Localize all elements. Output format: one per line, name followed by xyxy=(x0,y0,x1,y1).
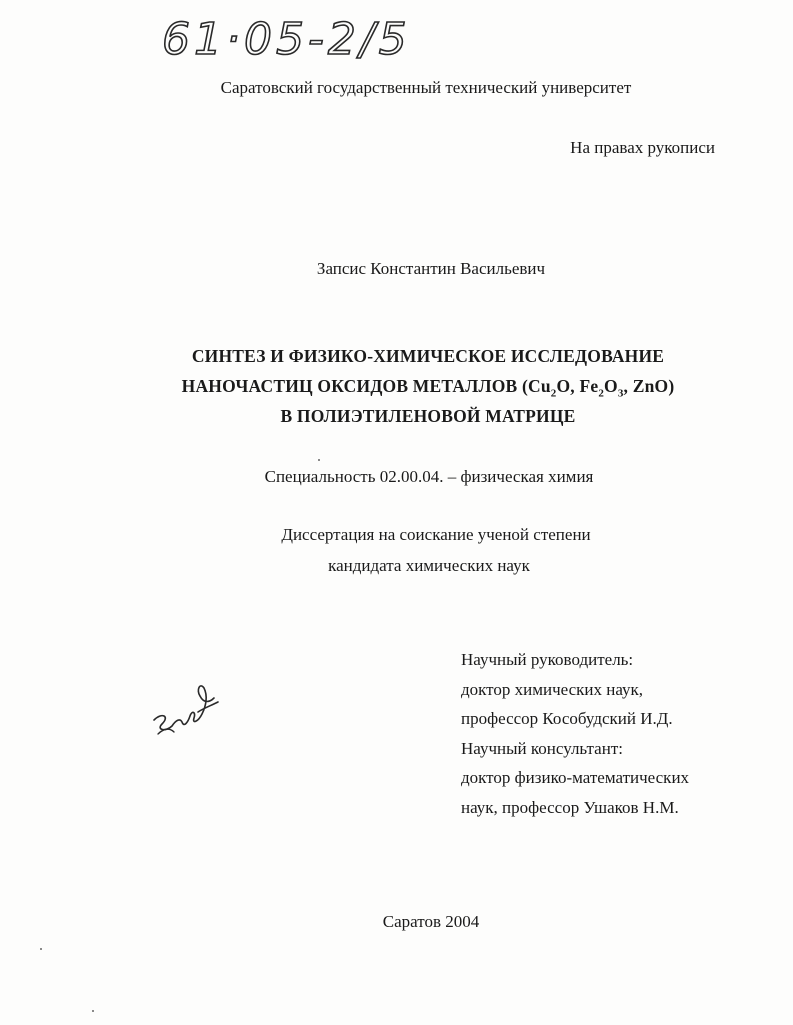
advisor-line-6: наук, профессор Ушаков Н.М. xyxy=(461,797,679,817)
title-line-2-prefix: НАНОЧАСТИЦ ОКСИДОВ МЕТАЛЛОВ ( xyxy=(181,376,529,396)
advisors-block xyxy=(461,645,689,822)
dissertation-line-1: Диссертация на соискание ученой степени xyxy=(281,525,591,544)
formula-cu-subscript: 2 xyxy=(550,387,557,400)
title-line-3: В ПОЛИЭТИЛЕНОВОЙ МАТРИЦЕ xyxy=(280,406,576,426)
advisor-line-3: профессор Кособудский И.Д. xyxy=(461,709,673,728)
signature-drawing xyxy=(148,672,228,742)
dissertation-line-2: кандидата химических наук xyxy=(328,556,530,575)
handwritten-number-drawing xyxy=(158,6,438,66)
title-line-1: СИНТЕЗ И ФИЗИКО-ХИМИЧЕСКОЕ ИССЛЕДОВАНИЕ xyxy=(191,346,665,366)
advisor-line-5: доктор физико-математических xyxy=(461,768,690,787)
handwritten-archive-number xyxy=(158,6,438,66)
handwritten-signature xyxy=(148,672,228,742)
formula-cu2o xyxy=(528,376,580,400)
scan-speck xyxy=(318,459,320,461)
formula-fe-oxygen-subscript: 3 xyxy=(617,387,624,400)
formula-fe-oxygen: O xyxy=(604,376,618,396)
title-line-2 xyxy=(0,376,793,400)
handwritten-number-text: 61·05-2/5 xyxy=(162,14,411,65)
formula-fe-subscript: 2 xyxy=(598,387,605,400)
advisor-line-1: Научный руководитель: xyxy=(461,650,634,669)
formula-cu: Cu xyxy=(528,376,551,396)
author-name: Запсис Константин Васильевич xyxy=(316,259,546,278)
city-year: Саратов 2004 xyxy=(382,912,480,931)
specialty: Специальность 02.00.04. – физическая химия xyxy=(264,467,594,486)
formula-fe2o3 xyxy=(579,376,624,400)
university-name: Саратовский государственный технический университет xyxy=(220,78,632,97)
scan-speck xyxy=(92,1010,94,1012)
advisor-line-4: Научный консультант: xyxy=(461,738,623,758)
advisor-line-2: доктор химических наук, xyxy=(461,679,644,699)
formula-zno: , ZnO) xyxy=(623,376,675,396)
manuscript-rights-label: На правах рукописи xyxy=(570,138,715,157)
formula-cu-oxygen: O, xyxy=(556,376,580,396)
formula-fe: Fe xyxy=(579,376,599,396)
scan-speck xyxy=(40,948,42,950)
